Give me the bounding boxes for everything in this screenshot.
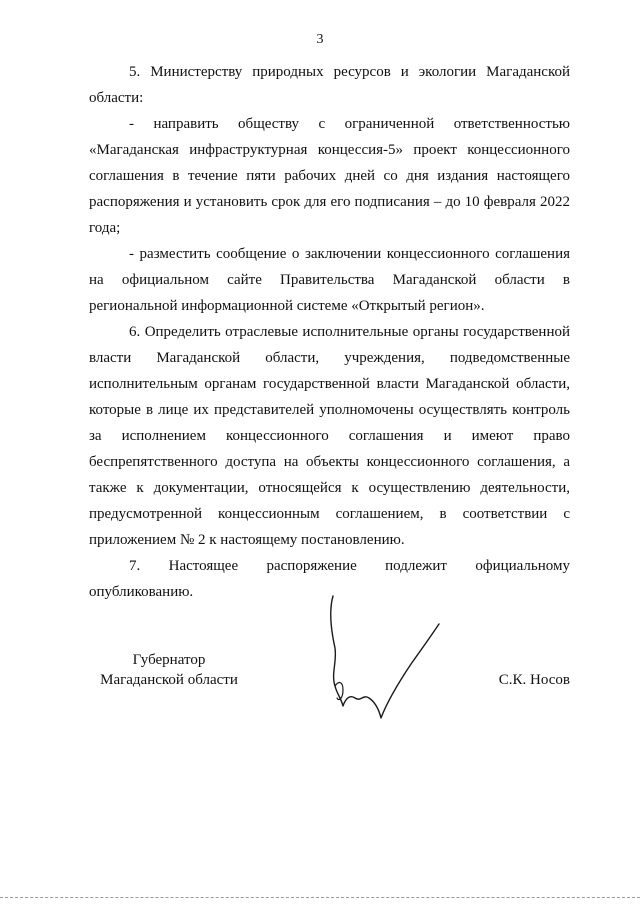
signer-title <box>89 650 249 690</box>
page-number: 3 <box>316 32 324 47</box>
handwritten-signature <box>321 590 451 730</box>
signature-block <box>89 650 570 730</box>
paragraph-item-6: 6. Определить отраслевые исполнительные органы государственной власти Магаданской области, учреждения, подведомственные исполнительным органам государственной власти Магаданской области, которые в лице их представителей уполномочены осуществлять контроль за исполнением концессионного соглашения и имеют право беспрепятственного доступа на объекты концессионного соглашения, а также к документации, относящейся к осуществлению деятельности, предусмотренной концессионным соглашением, в соответствии с приложением № 2 к настоящему постановлению. <box>89 324 570 548</box>
footer-rule <box>0 897 640 898</box>
signer-title-line1: Губернатор <box>132 652 206 668</box>
document-body <box>89 59 570 605</box>
paragraph-dash-publish-notice: - разместить сообщение о заключении концессионного соглашения на официальном сайте Правительства Магаданской области в региональной информационной системе «Открытый регион». <box>89 246 570 314</box>
signer-title-line2: Магаданской области <box>100 672 238 688</box>
paragraph-item-7: 7. Настоящее распоряжение подлежит официальному опубликованию. <box>89 558 570 600</box>
paragraph-dash-send-project: - направить обществу с ограниченной ответственностью «Магаданская инфраструктурная концессия-5» проект концессионного соглашения в течение пяти рабочих дней со дня издания настоящего распоряжения и установить срок для его подписания – до 10 февраля 2022 года; <box>89 116 570 236</box>
signer-name: С.К. Носов <box>498 672 570 688</box>
paragraph-item-5: 5. Министерству природных ресурсов и экологии Магаданской области: <box>89 64 570 106</box>
